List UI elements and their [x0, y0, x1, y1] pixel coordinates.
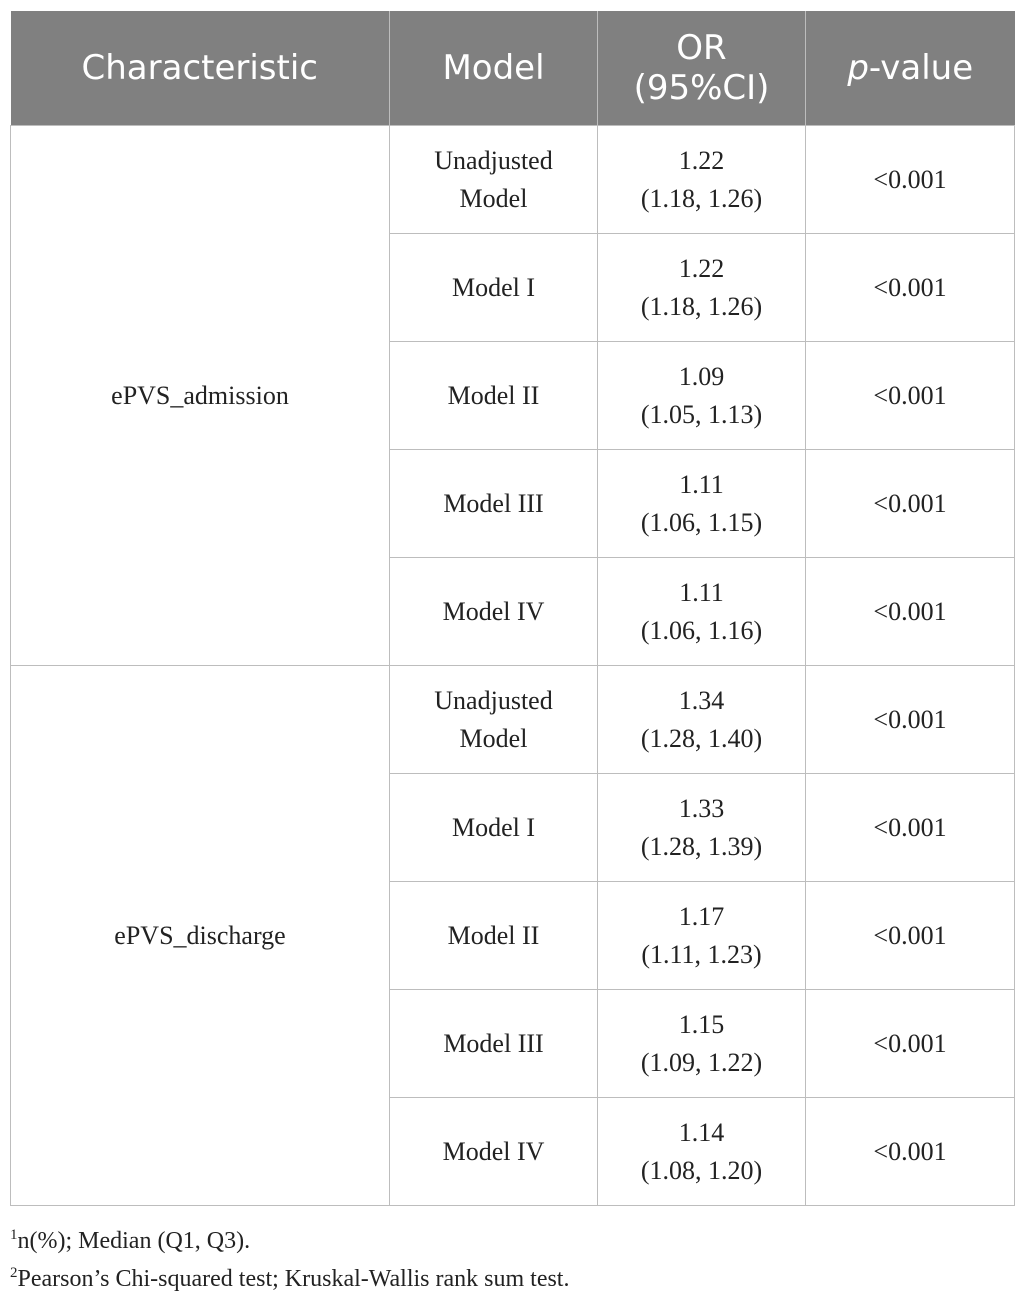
model-cell [390, 666, 598, 774]
pvalue: <0.001 [873, 1136, 947, 1166]
or-cell [598, 990, 806, 1098]
or-value: 1.14 [678, 1117, 725, 1147]
header-pvalue-italic: p [847, 48, 869, 88]
header-model-label: Model [442, 48, 545, 88]
results-table-container [10, 11, 1014, 1206]
or-cell [598, 126, 806, 234]
ci-value: (1.09, 1.22) [640, 1047, 763, 1077]
model-cell [390, 990, 598, 1098]
model-cell [390, 558, 598, 666]
ci-value: (1.11, 1.23) [641, 939, 762, 969]
model-label: Model I [451, 272, 536, 302]
pvalue-cell [806, 990, 1015, 1098]
ci-value: (1.06, 1.16) [640, 615, 763, 645]
model-label: Model I [451, 812, 536, 842]
or-cell [598, 1098, 806, 1206]
or-cell [598, 774, 806, 882]
ci-value: (1.28, 1.40) [640, 723, 763, 753]
model-label: Model IV [442, 1136, 545, 1166]
header-characteristic-label: Characteristic [81, 48, 318, 88]
pvalue-cell [806, 126, 1015, 234]
model-label: Model III [443, 488, 544, 518]
pvalue: <0.001 [873, 812, 947, 842]
pvalue-cell [806, 882, 1015, 990]
model-label-line2: Model [459, 183, 528, 213]
header-pvalue-rest: -value [868, 48, 974, 88]
model-label: Unadjusted [434, 685, 553, 715]
or-cell [598, 342, 806, 450]
footnote-text: Pearson’s Chi-squared test; Kruskal-Wallis rank sum test. [17, 1266, 570, 1292]
pvalue: <0.001 [873, 704, 947, 734]
header-or-ci-label: (95%CI) [633, 68, 770, 108]
model-cell [390, 342, 598, 450]
ci-value: (1.18, 1.26) [640, 291, 763, 321]
model-cell [390, 126, 598, 234]
model-cell [390, 774, 598, 882]
group-label: ePVS_admission [111, 380, 289, 410]
or-value: 1.33 [678, 793, 725, 823]
footnote [10, 1222, 569, 1260]
or-value: 1.22 [678, 145, 725, 175]
pvalue-cell [806, 342, 1015, 450]
table-header-row [11, 11, 1015, 126]
footnote [10, 1260, 569, 1298]
or-value: 1.17 [678, 901, 725, 931]
ci-value: (1.18, 1.26) [640, 183, 763, 213]
or-cell [598, 882, 806, 990]
model-label: Model IV [442, 596, 545, 626]
pvalue-cell [806, 558, 1015, 666]
model-label: Model III [443, 1028, 544, 1058]
pvalue-cell [806, 234, 1015, 342]
model-cell [390, 882, 598, 990]
model-cell [390, 234, 598, 342]
ci-value: (1.08, 1.20) [640, 1155, 763, 1185]
results-table [10, 11, 1015, 1206]
or-value: 1.11 [679, 469, 724, 499]
pvalue: <0.001 [873, 380, 947, 410]
pvalue: <0.001 [873, 488, 947, 518]
or-cell [598, 666, 806, 774]
group-label-cell [11, 126, 390, 666]
or-value: 1.15 [678, 1009, 725, 1039]
ci-value: (1.06, 1.15) [640, 507, 763, 537]
header-or [598, 11, 806, 126]
footnote-marker: 2 [10, 1265, 18, 1281]
pvalue-cell [806, 666, 1015, 774]
pvalue-cell [806, 774, 1015, 882]
header-model [390, 11, 598, 126]
model-cell [390, 450, 598, 558]
table-row [11, 126, 1015, 234]
or-value: 1.22 [678, 253, 725, 283]
or-value: 1.09 [678, 361, 725, 391]
table-row [11, 666, 1015, 774]
model-label: Unadjusted [434, 145, 553, 175]
pvalue: <0.001 [873, 920, 947, 950]
footnote-marker: 1 [10, 1227, 18, 1243]
or-value: 1.34 [678, 685, 725, 715]
header-characteristic [11, 11, 390, 126]
model-cell [390, 1098, 598, 1206]
group-label: ePVS_discharge [114, 920, 286, 950]
pvalue: <0.001 [873, 1028, 947, 1058]
ci-value: (1.05, 1.13) [640, 399, 763, 429]
pvalue-cell [806, 1098, 1015, 1206]
group-label-cell [11, 666, 390, 1206]
pvalue: <0.001 [873, 596, 947, 626]
model-label-line2: Model [459, 723, 528, 753]
pvalue: <0.001 [873, 272, 947, 302]
or-cell [598, 558, 806, 666]
pvalue: <0.001 [873, 164, 947, 194]
table-footnotes [10, 1222, 569, 1298]
header-or-label: OR [676, 28, 727, 68]
ci-value: (1.28, 1.39) [640, 831, 763, 861]
footnote-text: n(%); Median (Q1, Q3). [17, 1228, 251, 1254]
header-pvalue [806, 11, 1015, 126]
or-cell [598, 450, 806, 558]
or-cell [598, 234, 806, 342]
pvalue-cell [806, 450, 1015, 558]
model-label: Model II [447, 380, 540, 410]
or-value: 1.11 [679, 577, 724, 607]
model-label: Model II [447, 920, 540, 950]
